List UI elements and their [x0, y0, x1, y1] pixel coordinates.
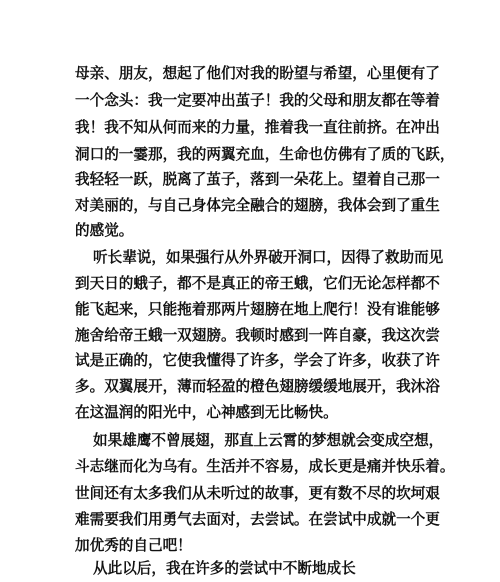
paragraph-3-line-3: 世间还有太多我们从未听过的故事，更有数不尽的坎坷艰 — [75, 485, 440, 502]
paragraph-3-line-2: 斗志继而化为乌有。生活并不容易，成长更是痛并快乐着。 — [75, 458, 455, 475]
paragraph-1-line-1: 母亲、朋友，想起了他们对我的盼望与希望，心里便有了 — [75, 65, 440, 82]
cut-off-line-text: 从此以后，我在许多的尝试中不断地成长 — [93, 560, 356, 577]
cut-off-line — [75, 556, 425, 577]
paragraph-2-line-3: 能飞起来，只能拖着那两片翅膀在地上爬行！没有谁能够 — [75, 301, 440, 318]
paragraph-1-line-7: 的感觉。 — [75, 222, 134, 239]
paragraph-2-line-7: 在这温润的阳光中，心神感到无比畅快。 — [75, 404, 338, 421]
paragraph-2-line-4: 施舍给帝王蛾一双翅膀。我顿时感到一阵自豪，我这次尝 — [75, 327, 440, 344]
paragraph-2-line-6: 多。双翼展开，薄而轻盈的橙色翅膀缓缓地展开，我沐浴 — [75, 378, 440, 395]
paragraph-1-line-6: 对美丽的，与自己身体完全融合的翅膀，我体会到了重生 — [75, 197, 440, 214]
paragraph-1-line-2: 一个念头：我一定要冲出茧子！我的父母和朋友都在等着 — [75, 92, 440, 109]
paragraph-3-line-1: 如果雄鹰不曾展翅，那直上云霄的梦想就会变成空想， — [93, 432, 444, 449]
paragraph-1-line-4: 洞口的一霎那，我的两翼充血，生命也仿佛有了质的飞跃， — [75, 146, 455, 163]
paragraph-3-line-4: 难需要我们用勇气去面对，去尝试。在尝试中成就一个更 — [75, 511, 440, 528]
paragraph-3-line-5: 加优秀的自己吧！ — [75, 537, 192, 554]
paragraph-1-line-3: 我！我不知从何而来的力量，推着我一直往前挤。在冲出 — [75, 119, 440, 136]
paragraph-2-line-5: 试是正确的，它使我懂得了许多，学会了许多，收获了许 — [75, 352, 440, 369]
paragraph-2-line-1: 听长辈说，如果强行从外界破开洞口，因得了救助而见 — [93, 249, 444, 266]
paragraph-2-line-2: 到天日的蛾子，都不是真正的帝王蛾，它们无论怎样都不 — [75, 275, 440, 292]
paragraph-1-line-5: 我轻轻一跃，脱离了茧子，落到一朵花上。望着自己那一 — [75, 171, 440, 188]
